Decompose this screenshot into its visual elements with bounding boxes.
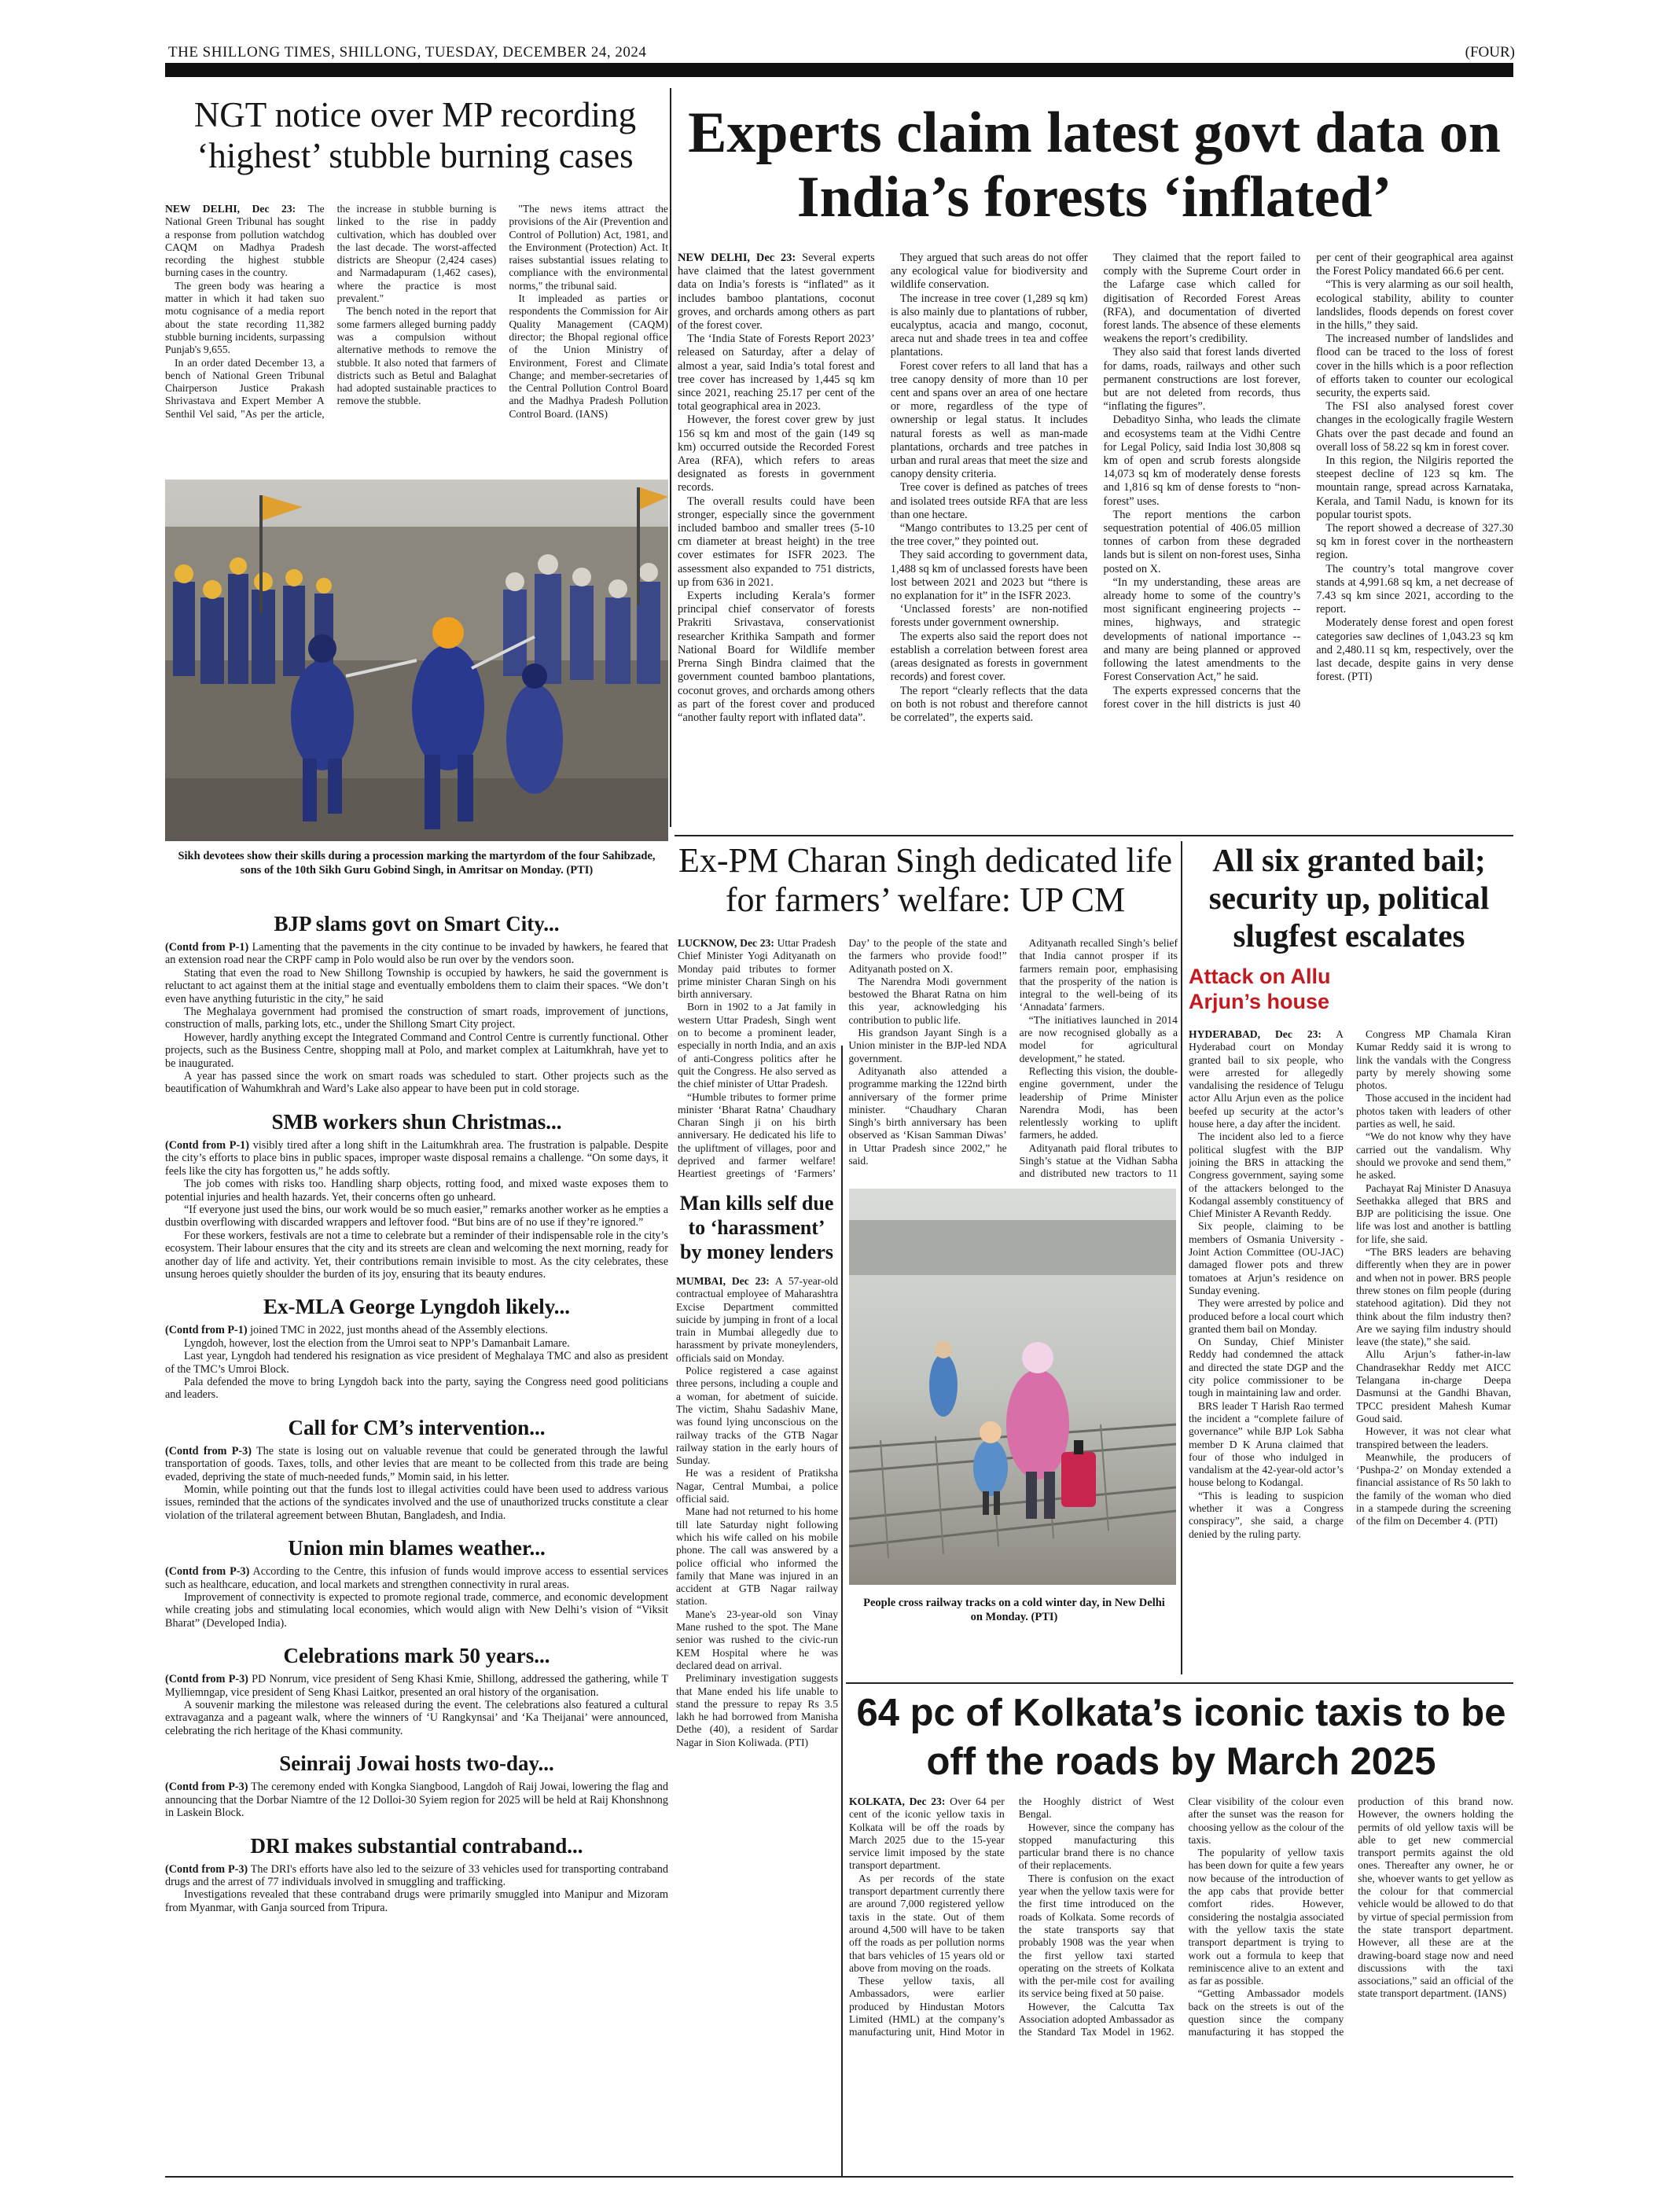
mumbai-para: Mane's 23-year-old son Vinay Mane rushed to the spot. The Mane senior was rushed to the civic-run KEM Hospital where he was declared dead on arrival. bbox=[676, 1608, 838, 1671]
contd-para: However, hardly anything except the Integrated Command and Control Centre is currently functional. Other projects, such as the Business Centre, shopping mall at Polo, and market complex at Laitumkhrah, have yet to be inaugurated. bbox=[165, 1031, 668, 1070]
contd-para: (Contd from P-1) Lamenting that the pavements in the city continue to be invaded by hawkers, he feared that an extension road near the CRPF camp in Polo would also be run over by the vendors soon. bbox=[165, 941, 668, 967]
mumbai-para: Preliminary investigation suggests that Mane ended his life unable to stand the pressure to repay Rs 3.5 lakh he had borrowed from Manisha Dethe (40), a resident of Sardar Nagar in Sion Koliwada. (PTI) bbox=[676, 1672, 838, 1748]
allu-para: Meanwhile, the producers of ‘Pushpa-2’ on Monday extended a financial assistance of Rs 50 lakh to the family of the woman who died in a stampede during the screening of the film on December 4. (PTI) bbox=[1356, 1450, 1511, 1527]
ngt-para: The bench noted in the report that some farmers alleged burning paddy was a compulsion without alternative methods to remove the stubble. It also noted that farmers of districts such as Betul and Balaghat had adopted sustainable practices to remove the stubble. bbox=[336, 305, 497, 407]
allu-para: “We do not know why they have carried out the vandalism. Why should we provoke and send them,” he asked. bbox=[1356, 1130, 1511, 1182]
allu-para: “This is leading to suspicion whether it was a Congress conspiracy”, she said, a charge denied by the ruling party. bbox=[1189, 1489, 1344, 1540]
taxis-para: The popularity of yellow taxis has been down for quite a few years now because of the introduction of the app cabs that provide better comfort rides. However, considering the nostalgia associated with the yellow taxis the state transport department is trying to work out a formula to keep that reminiscence alive to an extent and as far as possible. bbox=[1188, 1847, 1344, 1987]
contd-para: (Contd from P-3) The ceremony ended with Kongka Siangbood, Langdoh of Raij Jowai, lowering the flag and announcing that the Dorbar Niamtre of the 12 Dolloi-30 Syiem region for 2025 will be held at Raij Khonshnong in Laskein Block. bbox=[165, 1781, 668, 1820]
contd-para: (Contd from P-1) visibly tired after a long shift in the Laitumkhrah area. The frustration is palpable. Despite the city’s efforts to place bins in public spaces, improper waste disposal remains a challenge. “On some days, it feels like the city has forgotten us,” he adds softly. bbox=[165, 1138, 668, 1178]
contd-headline[interactable]: Union min blames weather... bbox=[288, 1536, 546, 1560]
contd-para: For these workers, festivals are not a time to celebrate but a reminder of their indispensable role in the city’s ecosystem. Their labour ensures that the city and its streets are clean and welcoming the next morning, ready for another day of life and activity. Yet, their contributions remain invisible to most. As the city celebrates, these unsung heroes quietly shoulder the burden of its joy, ensuring that its beauty endures. bbox=[165, 1229, 668, 1281]
contd-body bbox=[165, 1139, 668, 1281]
charan-body bbox=[678, 937, 1178, 1181]
railway-photo-caption: People cross railway tracks on a cold winter day, in New Delhi on Monday. (PTI) bbox=[863, 1597, 1165, 1623]
ngt-headline[interactable]: NGT notice over MP recording ‘highest’ stubble burning cases bbox=[193, 95, 637, 175]
contd-para: Last year, Lyngdoh had tendered his resignation as vice president of Meghalaya TMC and also as president of the TMC’s Umroi Block. bbox=[165, 1350, 668, 1376]
contd-para: (Contd from P-3) The state is losing out on valuable revenue that could be generated through the lawful transportation of goods. Taxes, tolls, and other levies that are meant to be collected from this trade are being evaded, depriving the state of much-needed funds,” Momin said, in his letter. bbox=[165, 1444, 668, 1483]
section-divider bbox=[846, 1682, 1513, 1684]
allu-para: Pachayat Raj Minister D Anasuya Seethakka alleged that BRS and BJP are politicising the issue. One life was lost and another is battling for life, she said. bbox=[1356, 1182, 1511, 1245]
forests-para: Debadityo Sinha, who leads the climate and ecosystems team at the Vidhi Centre for Legal Policy, said India lost 30,808 sq km of open and scrub forests alongside 14,073 sq km of moderately dense forests and 1,816 sq km of dense forests to “non-forest” uses. bbox=[1103, 414, 1301, 508]
forests-para: However, the forest cover grew by just 156 sq km and most of the gain (149 sq km) occurred outside the Recorded Forest Area (RFA), which refers to areas designated as forests in government records. bbox=[678, 414, 875, 494]
ngt-para: It impleaded as parties or respondents the Commission for Air Quality Management (CAQM) director; the Bhopal regional office of the Union Ministry of Environment, Forest and Climate Change; and member-secretaries of the Central Pollution Control Board and the Madhya Pradesh Pollution Control Board. (IANS) bbox=[509, 292, 668, 420]
allu-para: However, it was not clear what transpired between the leaders. bbox=[1356, 1425, 1511, 1450]
taxis-para: KOLKATA, Dec 23: Over 64 per cent of the iconic yellow taxis in Kolkata will be off the roads by March 2025 due to the 15-year service limit imposed by the state transport department. bbox=[849, 1796, 1005, 1872]
mumbai-headline[interactable]: Man kills self due to ‘harassment’ by money lenders bbox=[679, 1192, 834, 1263]
page-number: (FOUR) bbox=[1465, 44, 1515, 61]
contd-para: Investigations revealed that these contraband drugs were primarily smuggled into Manipur and Mizoram from Myanmar, with Ganja sourced from Tripura. bbox=[165, 1888, 668, 1914]
forests-para: Tree cover is defined as patches of trees and isolated trees outside RFA that are less than one hectare. bbox=[890, 481, 1088, 521]
railway-photo-art bbox=[849, 1189, 1176, 1585]
forests-para: The report “clearly reflects that the data on both is not robust and therefore cannot be correlated”, the experts said. bbox=[890, 684, 1088, 724]
contd-para: Stating that even the road to New Shillong Township is occupied by hawkers, he said the government is reluctant to act against them at the initial stage and eventually emboldens them to claim their spaces. “We don’t even have anything futuristic in the city,” he said bbox=[165, 966, 668, 1005]
charan-para: Adityanath recalled Singh’s belief that India cannot prosper if its farmers remain poor, emphasising that the prosperity of the nation is integral to the well-being of its ‘Annadata’ farmers. bbox=[1019, 937, 1178, 1013]
forests-para: “Mango contributes to 13.25 per cent of the tree cover,” they pointed out. bbox=[890, 522, 1088, 549]
forests-para: “In my understanding, these areas are already home to some of the country’s most significant engineering projects -- mines, highways, and strategic developments of national importance -- and many are being planned or approved following the latest amendments to the Forest Conservation Act,” he said. bbox=[1103, 575, 1301, 684]
allu-body bbox=[1189, 1028, 1511, 1674]
allu-para: Those accused in the incident had photos taken with leaders of other parties as well, he said. bbox=[1356, 1092, 1511, 1130]
page-bottom-rule bbox=[165, 2176, 1513, 2178]
allu-para: The incident also led to a fierce political slugfest with the BJP joining the BRS in attacking the Congress government, saying some of the attackers belonged to the Kodangal assembly constituency of Chief Minister A Revanth Reddy. bbox=[1189, 1130, 1344, 1220]
contd-headline[interactable]: Seinraij Jowai hosts two-day... bbox=[279, 1751, 554, 1776]
contd-para: Lyngdoh, however, lost the election from the Umroi seat to NPP’s Damanbait Lamare. bbox=[184, 1336, 570, 1350]
column-divider bbox=[841, 1046, 843, 2178]
procession-photo-art bbox=[165, 480, 668, 841]
charan-para: The Narendra Modi government bestowed the Bharat Ratna on him this year, acknowledging his contribution to public life. bbox=[848, 975, 1007, 1026]
contd-headline[interactable]: Ex-MLA George Lyngdoh likely... bbox=[263, 1295, 571, 1319]
forests-para: They claimed that the report failed to comply with the Supreme Court order in the Lafarge case which called for digitisation of Recorded Forest Areas (RFA), and documentation of diverted forest lands. The absence of these elements weakens the report’s credibility. bbox=[1103, 252, 1301, 346]
mumbai-para: Police registered a case against three persons, including a couple and a woman, for abetment of suicide. The victim, Shahu Sadashiv Mane, was found lying unconscious on the railway tracks of the GTB Nagar railway station in the early hours of Sunday. bbox=[676, 1365, 838, 1467]
taxis-para: “Getting Ambassador models back on the streets is out of the question since the company manufacturing it has stopped the production of this brand now. However, the owners holding the permits of old yellow taxis will be able to get new commercial transport permits against the old ones. Thereafter any owner, he or she, whoever wants to get yellow as the colour for that commercial vehicle would be allowed to do that by virtue of special permission from the state transport department. However, all these are at the drawing-board stage now and need discussions with the taxi associations,” said an official of the state transport department. (IANS) bbox=[1188, 1796, 1513, 2038]
contd-para: Pala defended the move to bring Lyngdoh back into the party, saying the Congress need good politicians and leaders. bbox=[165, 1375, 668, 1402]
forests-para: Moderately dense forest and open forest categories saw declines of 1,043.23 sq km and 2,480.11 sq km, respectively, over the last decade, despite gains in very dense forest. (PTI) bbox=[1316, 616, 1513, 684]
ngt-body bbox=[165, 203, 668, 474]
taxis-body bbox=[849, 1796, 1513, 2173]
forests-para: The report mentions the carbon sequestration potential of 406.05 million tonnes of carbon from these degraded lands but is silent on non-forest uses, Sinha posted on X. bbox=[1103, 508, 1301, 575]
forests-para: In this region, the Nilgiris reported the steepest decline of 123 sq km. The mountain range, spread across Karnataka, Kerala, and Tamil Nadu, is known for its popular tourist spots. bbox=[1316, 454, 1513, 521]
taxis-para: These yellow taxis, all Ambassadors, were earlier produced by Hindustan Motors Limited (HML) at the company’s manufacturing unit, Hind Motor in the Hooghly district of West Bengal. bbox=[849, 1796, 1175, 2038]
column-divider bbox=[1181, 841, 1182, 1674]
ngt-para: In an order dated December 13, a bench of National Green Tribunal Chairperson Justice Prakash Shrivastava and Expert Member A Senthil Vel said, "As per the article, the increase in stubble burning is linked to the rise in paddy cultivation, which has doubled over the last decade. The worst-affected districts are Sheopur (2,424 cases) and Narmadapuram (1,462 cases), where the practice is most prevalent." bbox=[165, 203, 497, 420]
contd-story-smart-city bbox=[165, 912, 668, 1096]
allu-para: Allu Arjun’s father-in-law Chandrasekhar Reddy met AICC Telangana in-charge Deepa Dasmunsi at the Gandhi Bhavan, TPCC president Mahesh Kumar Goud said. bbox=[1356, 1348, 1511, 1424]
allu-headline[interactable]: All six granted bail; security up, political slugfest escalates bbox=[1208, 842, 1490, 954]
contd-para: (Contd from P-3) The DRI's efforts have also led to the seizure of 33 vehicles used for transporting contraband drugs and the arrest of 77 individuals involved in smuggling and trafficking. bbox=[165, 1862, 668, 1888]
taxis-para: There is confusion on the exact year when the yellow taxis were for the first time introduced on the roads of Kolkata. Some records of the state transports say that probably 1908 was the year when the first yellow taxi started operating on the streets of Kolkata with the per-mile cost for availing its service being fixed at 50 paise. bbox=[1018, 1872, 1175, 2000]
contd-body bbox=[165, 941, 668, 1096]
contd-headline[interactable]: DRI makes substantial contraband... bbox=[250, 1833, 583, 1858]
allu-para: Six people, claiming to be members of Osmania University - Joint Action Committee (OU-JAC) damaged flower pots and threw tomatoes at Arjun’s residence on Sunday evening. bbox=[1189, 1220, 1344, 1296]
charan-para: Adityanath also attended a programme marking the 122nd birth anniversary of the former prime minister. “Chaudhary Charan Singh’s birth anniversary has been observed as ‘Kisan Samman Diwas’ in Uttar Pradesh since 2002,” he said. bbox=[848, 1064, 1007, 1167]
forests-para: The increase in tree cover (1,289 sq km) is also mainly due to plantations of rubber, eucalyptus, acacia and mango, coconut, areca nut and shade trees in tea and coffee plantations. bbox=[890, 292, 1088, 359]
mumbai-para: He was a resident of Pratiksha Nagar, Central Mumbai, a police official said. bbox=[676, 1467, 838, 1505]
railway-photo bbox=[849, 1189, 1176, 1585]
charan-para: Adityanath paid floral tributes to Singh’s statue at the Vidhan Sabha and distributed new tractors to 11 bbox=[1019, 1141, 1178, 1180]
contd-body bbox=[165, 1445, 668, 1522]
column-divider bbox=[670, 88, 671, 827]
charan-para: “Humble tributes to former prime minister ‘Bharat Ratna’ Chaudhary Charan Singh ji on his birth anniversary. He dedicated his life to the upliftment of villages, poor and deprived and farmer welfare! Heartiest greetings of ‘Farmers’ Day’ to the people of the state and the farmers who provide food!” Adityanath posted on X. bbox=[678, 937, 1007, 1180]
contd-body bbox=[165, 1565, 668, 1630]
contd-para: (Contd from P-3) According to the Centre, this infusion of funds would improve access to essential services such as healthcare, education, and local markets and strengthen connectivity in rural areas. bbox=[165, 1565, 668, 1591]
procession-photo-caption: Sikh devotees show their skills during a procession marking the martyrdom of the four Sahibzade, sons of the 10th Sikh Guru Gobind Singh, in Amritsar on Monday. (PTI) bbox=[178, 850, 656, 877]
contd-story-seinraij bbox=[165, 1751, 668, 1819]
forests-para: The FSI also analysed forest cover changes in the ecologically fragile Western Ghats over the past decade and found an overall loss of 58.22 sq km in forest cover. bbox=[1316, 400, 1513, 454]
ngt-para: The green body was hearing a matter in which it had taken suo motu cognisance of a media report about the state recording 11,382 stubble burning incidents, surpassing Punjab's 9,655. bbox=[165, 279, 325, 356]
contd-headline[interactable]: Call for CM’s intervention... bbox=[288, 1415, 546, 1439]
contd-para: The Meghalaya government had promised the construction of smart roads, improvement of junctions, construction of malls, parking lots, etc., under the Shillong Smart City project. bbox=[165, 1005, 668, 1031]
forests-para: The experts also said the report does not establish a correlation between forest area (areas designated as forests in government records) and forest cover. bbox=[890, 630, 1088, 684]
continuations-column bbox=[165, 904, 668, 2174]
contd-story-union-min bbox=[165, 1536, 668, 1630]
mumbai-para: MUMBAI, Dec 23: A 57-year-old contractual employee of Maharashtra Excise Department committed suicide by jumping in front of a local train in Mumbai allegedly due to harassment by private moneylenders, officials said on Monday. bbox=[676, 1275, 838, 1364]
mumbai-para: Mane had not returned to his home till late Saturday night following which his wife called on his mobile phone. The call was answered by a police official who informed the family that Mane was injured in an accident at GTB Nagar railway station. bbox=[676, 1505, 838, 1608]
charan-para: Born in 1902 to a Jat family in western Uttar Pradesh, Singh went on to become a prominent leader, especially in north India, and an axis of anti-Congress politics after he quit the Congress. He also served as the chief minister of Uttar Pradesh. bbox=[678, 1001, 836, 1090]
forests-para: The increased number of landslides and flood can be traced to the loss of forest cover in the hills which is a poor reflection of efforts taken to counter our ecological security, the experts said. bbox=[1316, 333, 1513, 400]
allu-para: They were arrested by police and produced before a local court which granted them bail on Monday. bbox=[1189, 1297, 1344, 1335]
forests-para: ‘Unclassed forests’ are non-notified forests under government ownership. bbox=[890, 603, 1088, 630]
allu-para: “The BRS leaders are behaving differently when they are in power and when not in power. BRS people threw stones on film people (during statehood agitation). Did they not think about the film industry then? Are we saying film industry should leave (the state),” she said. bbox=[1356, 1246, 1511, 1348]
contd-para: (Contd from P-3) PD Nonrum, vice president of Seng Khasi Kmie, Shillong, addressed the gathering, while T Mylliemngap, vice president of Seng Khasi Laitkor, presented an oral history of the organisation. bbox=[165, 1673, 668, 1699]
forests-body bbox=[678, 252, 1513, 827]
forests-para: The ‘India State of Forests Report 2023’ released on Saturday, after a delay of almost a year, said India’s total forest and tree cover has increased by 1,445 sq km since 2021, reaching 25.17 per cent of the total geographical area in 2023. bbox=[678, 333, 875, 414]
mumbai-body bbox=[676, 1275, 838, 2171]
forests-para: NEW DELHI, Dec 23: Several experts have claimed that the latest government data on India’s forests is “inflated” as it includes bamboo plantations, coconut groves, and orchards among others as part of the forest cover. bbox=[678, 252, 875, 333]
contd-para: (Contd from P-1) joined TMC in 2022, just months ahead of the Assembly elections. bbox=[165, 1324, 548, 1337]
allu-para: On Sunday, Chief Minister Reddy had condemned the attack and directed the state DGP and the city police commissioner to be tough in maintaining law and order. bbox=[1189, 1336, 1344, 1399]
contd-body bbox=[165, 1781, 668, 1819]
ngt-para: NEW DELHI, Dec 23: The National Green Tribunal has sought a response from pollution watchdog CAQM on Madhya Pradesh recording the highest stubble burning cases in the country. bbox=[165, 203, 325, 279]
forests-para: They said according to government data, 1,488 sq km of unclassed forests have been lost between 2021 and 2023 but “there is no explanation for it” in the ISFR 2023. bbox=[890, 549, 1088, 603]
contd-story-celebrations bbox=[165, 1644, 668, 1737]
contd-story-lyngdoh bbox=[165, 1295, 668, 1401]
taxis-headline[interactable]: 64 pc of Kolkata’s iconic taxis to be off the roads by March 2025 bbox=[856, 1692, 1506, 1783]
charan-para: LUCKNOW, Dec 23: Uttar Pradesh Chief Minister Yogi Adityanath on Monday paid tributes to former prime minister Charan Singh on his birth anniversary. bbox=[678, 937, 836, 1001]
contd-story-cm bbox=[165, 1416, 668, 1522]
forests-headline[interactable]: Experts claim latest govt data on India’s forests ‘inflated’ bbox=[688, 101, 1501, 230]
contd-headline[interactable]: BJP slams govt on Smart City... bbox=[274, 912, 560, 935]
forests-para: They argued that such areas do not offer any ecological value for biodiversity and wildlife conservation. bbox=[890, 252, 1088, 292]
contd-body bbox=[165, 1324, 668, 1401]
contd-body bbox=[165, 1863, 668, 1915]
contd-headline[interactable]: Celebrations mark 50 years... bbox=[283, 1644, 550, 1668]
taxis-para: As per records of the state transport department currently there are around 7,000 registered yellow taxis in the state. Out of them around 4,500 will have to be taken off the roads as per pollution norms that bars vehicles of 15 years old or above from moving on the roads. bbox=[849, 1872, 1005, 1974]
forests-para: The experts expressed concerns that the forest cover in the hill districts is just 40 per cent of their geographical area against the Forest Policy mandated 66.6 per cent. bbox=[1103, 252, 1513, 711]
forests-para: Forest cover refers to all land that has a tree canopy density of more than 10 per cent and spans over an area of one hectare or more, regardless of the type of ownership or legal status. It includes natural forests as well as man-made plantations, orchards and tree patches in urban and rural areas that meet the size and canopy density criteria. bbox=[890, 359, 1088, 481]
forests-para: Experts including Kerala’s former principal chief conservator of forests Prakriti Srivastava, conservationist researcher Krithika Sampath and former National Board for Wildlife member Prerna Singh Bindra claimed that the government counted bamboo plantations, coconut groves, and orchards among others as part of the forest cover and produced “another faulty report with inflated data”. bbox=[678, 590, 875, 724]
taxis-para: However, the Calcutta Tax Association adopted Ambassador as the Standard Tax Model in 1962. Clear visibility of the colour even after the sunset was the reason for choosing yellow as the colour of the taxis. bbox=[1018, 1796, 1344, 2038]
allu-para: HYDERABAD, Dec 23: A Hyderabad court on Monday granted bail to six people, who were arrested for allegedly vandalising the residence of Telugu actor Allu Arjun even as the police beefed up security at the actor’s house here, a day after the incident. bbox=[1189, 1028, 1344, 1130]
contd-para: A year has passed since the work on smart roads was scheduled to start. Other projects such as the beautification of Wahumkhrah and Ward’s Lake also appear to have been put in cold storage. bbox=[165, 1070, 668, 1096]
contd-headline[interactable]: SMB workers shun Christmas... bbox=[271, 1109, 562, 1134]
contd-para: Improvement of connectivity is expected to promote regional trade, commerce, and economic development while creating jobs and stimulating local economies, which would align with New Delhi’s vision of “Viksit Bharat” (Developed India). bbox=[165, 1591, 668, 1630]
ngt-para: "The news items attract the provisions of the Air (Prevention and Control of Pollution) Act, 1981, and the Environment (Protection) Act. It raises substantial issues relating to compliance with the environmental norms," the tribunal said. bbox=[509, 203, 668, 292]
forests-para: The report showed a decrease of 327.30 sq km in forest cover in the northeastern region. bbox=[1316, 522, 1513, 562]
charan-para: Reflecting this vision, the double-engine government, under the leadership of Prime Minister Narendra Modi, has been relentlessly working to uplift farmers, he added. bbox=[1019, 1064, 1178, 1141]
forests-para: The country’s total mangrove cover stands at 4,991.68 sq km, a net decrease of 7.43 sq km since 2021, according to the report. bbox=[1316, 562, 1513, 616]
charan-para: His grandson Jayant Singh is a Union minister in the BJP-led NDA government. bbox=[848, 1027, 1007, 1064]
contd-para: The job comes with risks too. Handling sharp objects, rotting food, and mixed waste exposes them to potential injuries and health hazards. Yet, their concerns often go unheard. bbox=[165, 1178, 668, 1204]
masthead-title: THE SHILLONG TIMES, SHILLONG, TUESDAY, DECEMBER 24, 2024 bbox=[168, 44, 647, 61]
forests-para: The overall results could have been stronger, especially since the government included bamboo and smaller trees (5-10 cm diameter at breast height) in the tree cover estimates for ISFR 2023. The assessment also expanded to 751 districts, up from 636 in 2021. bbox=[678, 494, 875, 589]
contd-story-smb bbox=[165, 1110, 668, 1281]
contd-story-dri bbox=[165, 1834, 668, 1915]
taxis-para: However, since the company has stopped manufacturing this particular brand there is no chance of their replacements. bbox=[1018, 1821, 1175, 1872]
charan-para: “The initiatives launched in 2014 are now recognised globally as a model for agricultural development,” he stated. bbox=[1019, 1013, 1178, 1064]
allu-para: BRS leader T Harish Rao termed the incident a “complete failure of governance” while BJP Lok Sabha member D K Aruna claimed that four of those who indulged in vandalism at the 42-year-old actor’s house belong to Kodangal. bbox=[1189, 1399, 1344, 1489]
masthead-rule bbox=[165, 63, 1513, 77]
allu-kicker[interactable]: Attack on Allu Arjun’s house bbox=[1189, 965, 1331, 1013]
contd-para: “If everyone just used the bins, our work would be so much easier,” remarks another worker as he empties a dustbin overflowing with discarded wrappers and leftover food. “But bins are of no use if they’re ignored.” bbox=[165, 1203, 668, 1229]
contd-para: Momin, while pointing out that the funds lost to illegal activities could have been used to address various issues, reminded that the actions of the syndicates involved and the use of unauthorized trucks constitute a clear violation of the trilateral agreement between Bhutan, Bangladesh, and India. bbox=[165, 1483, 668, 1522]
procession-photo bbox=[165, 480, 668, 841]
forests-para: “This is very alarming as our soil health, ecological stability, ability to counter landslides, floods depends on forest cover in the hills,” they said. bbox=[1316, 278, 1513, 333]
allu-para: Congress MP Chamala Kiran Kumar Reddy said it is wrong to link the vandals with the Congress party by merely showing some photos. bbox=[1356, 1028, 1511, 1092]
contd-body bbox=[165, 1673, 668, 1737]
contd-para: A souvenir marking the milestone was released during the event. The celebrations also featured a cultural extravaganza and a pageant walk, where the winners of ‘U Rangkynsai’ and ‘Ka Theijanai’ were announced, celebrating the rich heritage of the Khasi community. bbox=[165, 1699, 668, 1737]
forests-para: They also said that forest lands diverted for dams, roads, railways and other such permanent constructions are lost forever, but are not deleted from records, thus “inflating the figures”. bbox=[1103, 346, 1301, 414]
charan-headline[interactable]: Ex-PM Charan Singh dedicated life for farmers’ welfare: UP CM bbox=[678, 841, 1173, 919]
section-divider bbox=[675, 835, 1513, 836]
